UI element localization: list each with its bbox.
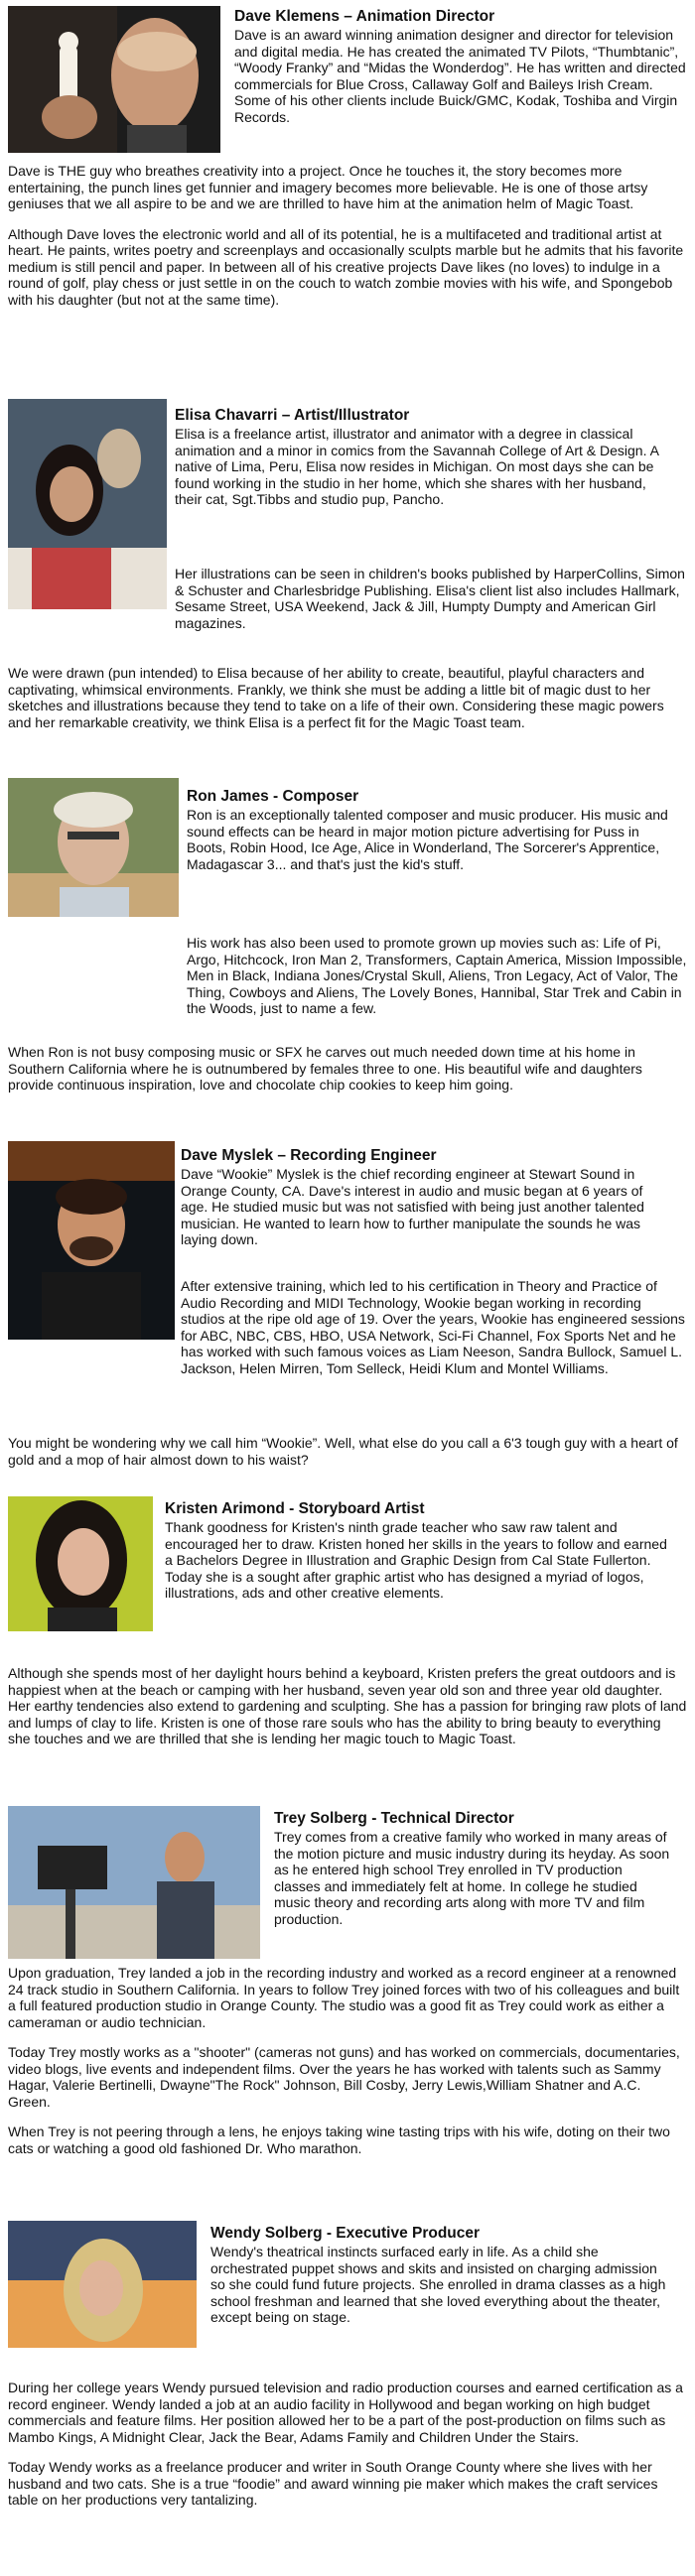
bio-text-intro [210,2225,671,2340]
bio-body [8,1435,687,1468]
bio-intro-continued [8,935,687,1017]
bio-body [8,1044,687,1094]
bio-paragraph: We were drawn (pun intended) to Elisa because of her ability to create, beautiful, playful characters and captivating, whimsical environments. Frankly, we think she must be adding a little bit of magic dust to her sketches and illustrations because they tend to take on a life of their own. Considering these magic powers and her remarkable creativity, we think Elisa is a perfect fit for the Magic Toast team. [8,665,664,730]
bio-paragraph: You might be wondering why we call him “Wookie”. Well, what else do you call a 6'3 tough guy with a heart of gold and a mop of hair almost down to his waist? [8,1435,678,1468]
bio-paragraph: Although Dave loves the electronic world and all of its potential, he is a multifaceted and traditional artist at heart. He paints, writes poetry and screenplays and occasionally sculpts marble but he admits that his favorite medium is still pencil and paper. In between all of his creative projects Dave likes (no loves) to indulge in a round of golf, play chess or just settle in on the couch to watch zombie movies with his wife, and Spongebob with his daughter (but not at the same time). [8,225,684,308]
bio-intro-paragraph: Trey comes from a creative family who worked in many areas of the motion picture and music industry during its heyday. As soon as he entered high school Trey enrolled in TV production classes and immediately felt at home. In college he studied music theory and recording arts along with more TV and film production. [274,1829,670,1927]
photo-wendy-solberg [8,2221,197,2348]
bio-paragraph: When Trey is not peering through a lens, he enjoys taking wine tasting trips with his wife, doting on their two cats or watching a good old fashioned Dr. Who marathon. [8,2124,670,2156]
bio-text-intro [181,1147,671,1262]
photo-dave-klemens [8,6,220,153]
bio-name: Kristen Arimond - Storyboard Artist [165,1500,425,1517]
bio-text-intro [165,1500,671,1615]
bio-intro-paragraph: His work has also been used to promote grown up movies such as: Life of Pi, Argo, Hitchcock, Iron Man 2, Transformers, Captain America, Mission Impossible, Men in Black, Indiana Jones/Crystal Skull, Aliens, Tron Legacy, Act of Valor, The Thing, Cowboys and Aliens, The Lovely Bones, Hannibal, Star Trek and Cabin in the Woods, just to name a few. [187,935,687,1017]
bio-body [8,665,687,730]
bio-intro-paragraph: Dave “Wookie” Myslek is the chief recording engineer at Stewart Sound in Orange County, CA. Dave's interest in audio and music began at 6 years of age. He studied music but was not satisfied with being just another talented musician. He wanted to learn how to further manipulate the sounds he was laying down. [181,1166,644,1248]
bio-name: Dave Myslek – Recording Engineer [181,1147,437,1164]
bio-intro-paragraph: After extensive training, which led to his certification in Theory and Practice of Audio Recording and MIDI Technology, Wookie began working in recording studios at the ripe old age of 19. Over the years, Wookie has engineered sessions for ABC, NBC, CBS, HBO, USA Network, Sci-Fi Channel, Fox Sports Net and he has worked with such famous voices as Liam Neeson, Sandra Bullock, Samuel L. Jackson, Helen Mirren, Tom Selleck, Heidi Klum and Montel Williams. [181,1278,685,1376]
bio-text-intro [175,407,671,522]
bio-paragraph: Although she spends most of her daylight hours behind a keyboard, Kristen prefers the great outdoors and is happiest when at the beach or camping with her husband, seven year old son and three year old daughter. Her earthy tendencies also extend to gardening and sculpting. She has a passion for bringing raw plots of land and lumps of clay to life. Kristen is one of those rare souls who has the ability to bring beauty to everything she touches and we are thrilled that she is lending her magic touch to Magic Toast. [8,1665,687,1747]
bio-text-intro [187,788,671,886]
bio-text-intro [274,1810,671,1941]
bio-intro-paragraph: Wendy's theatrical instincts surfaced early in life. As a child she orchestrated puppet shows and skits and insisted on charging admission so she could fund future projects. She enrolled in drama classes as a high school freshman and learned that she loved everything about the theater, except being on stage. [210,2244,666,2326]
bio-paragraph: Dave is THE guy who breathes creativity into a project. Once he touches it, the story becomes more entertaining, the punch lines get funnier and imagery becomes more believable. He is one of those artsy geniuses that we all aspire to be and we are thrilled to have him at the animation helm of Magic Toast. [8,163,648,212]
bio-body [8,2380,687,2509]
bio-name: Ron James - Composer [187,788,359,805]
bio-paragraph: Today Wendy works as a freelance producer and writer in South Orange County where she lives with her husband and two cats. She is a true “foodie” and award winning pie maker which makes the craft services table on her productions very tantalizing. [8,2459,658,2509]
bio-body [8,1665,687,1747]
bio-body [8,1965,687,2156]
bio-name: Elisa Chavarri – Artist/Illustrator [175,407,410,424]
bio-intro-paragraph: Thank goodness for Kristen's ninth grade teacher who saw raw talent and encouraged her to draw. Kristen honed her skills in the years to follow and earned a Bachelors Degree in Illustration and Graphic Design from Cal State Fullerton. Today she is a sought after graphic artist who has designed a myriad of logos, illustrations, ads and other creative elements. [165,1519,667,1602]
photo-ron-james [8,778,179,917]
bio-intro-paragraph: Dave is an award winning animation designer and director for television and digital media. He has created the animated TV Pilots, “Thumbtanic”, “Woody Franky” and “Midas the Wonderdog”. He has written and directed commercials for Blue Cross, Callaway Golf and Baileys Irish Cream. Some of his other clients include Buick/GMC, Kodak, Toshiba and Virgin Records. [234,27,686,125]
bio-name: Trey Solberg - Technical Director [274,1810,514,1827]
bio-name: Wendy Solberg - Executive Producer [210,2225,481,2242]
bio-paragraph: Upon graduation, Trey landed a job in the recording industry and worked as a record engineer at a renowned 24 track studio in Southern California. In years to follow Trey joined forces with two of his colleagues and built a full featured production studio in Orange County. The studio was a good fit as Trey could work as either a cameraman or audio technician. [8,1965,680,2030]
bio-intro-paragraph: Elisa is a freelance artist, illustrator and animator with a degree in classical animation and a minor in comics from the Savannah College of Art & Design. A native of Lima, Peru, Elisa now resides in Michigan. On most days she can be found working in the studio in her home, which she shares with her husband, their cat, Sgt.Tibbs and studio pup, Pancho. [175,426,659,508]
photo-kristen-arimond [8,1496,153,1631]
bio-paragraph: Today Trey mostly works as a "shooter" (cameras not guns) and has worked on commercials, documentaries, video blogs, live events and independent films. Over the years he has worked with talents such as Sammy Hagar, Valerie Bertinelli, Dwayne"The Rock" Johnson, Bill Cosby, Jerry Lewis,William Shatner and A.C. Green. [8,2044,680,2110]
bio-paragraph: During her college years Wendy pursued television and radio production courses and earned certification as a record engineer. Wendy landed a job at an audio facility in Hollywood and began working on high budget commercials and feature films. Her position allowed her to be a part of the post-production on films such as Mambo Kings, A Midnight Clear, Jack the Bear, Adams Family and Children Under the Stairs. [8,2380,683,2445]
bio-intro-continued [8,566,687,631]
bio-intro-continued [8,1278,687,1376]
photo-trey-solberg [8,1806,260,1959]
bio-intro-paragraph: Ron is an exceptionally talented composer and music producer. His music and sound effects can be heard in major motion picture advertising for Puss in Boots, Robin Hood, Ice Age, Alice in Wonderland, The Sorcerer's Apprentice, Madagascar 3... and that's just the kid's stuff. [187,807,668,872]
bio-text-intro [234,8,687,139]
bio-name: Dave Klemens – Animation Director [234,8,495,25]
bio-paragraph: When Ron is not busy composing music or SFX he carves out much needed down time at his home in Southern California where he is outnumbered by females three to one. His beautiful wife and daughters provide continuous inspiration, love and chocolate chip cookies to keep him going. [8,1044,642,1094]
bio-intro-paragraph: Her illustrations can be seen in children's books published by HarperCollins, Simon & Schuster and Charlesbridge Publishing. Elisa's client list also includes Hallmark, Sesame Street, USA Weekend, Jack & Jill, Humpty Dumpty and American Girl magazines. [175,566,685,631]
bio-body [8,163,687,308]
